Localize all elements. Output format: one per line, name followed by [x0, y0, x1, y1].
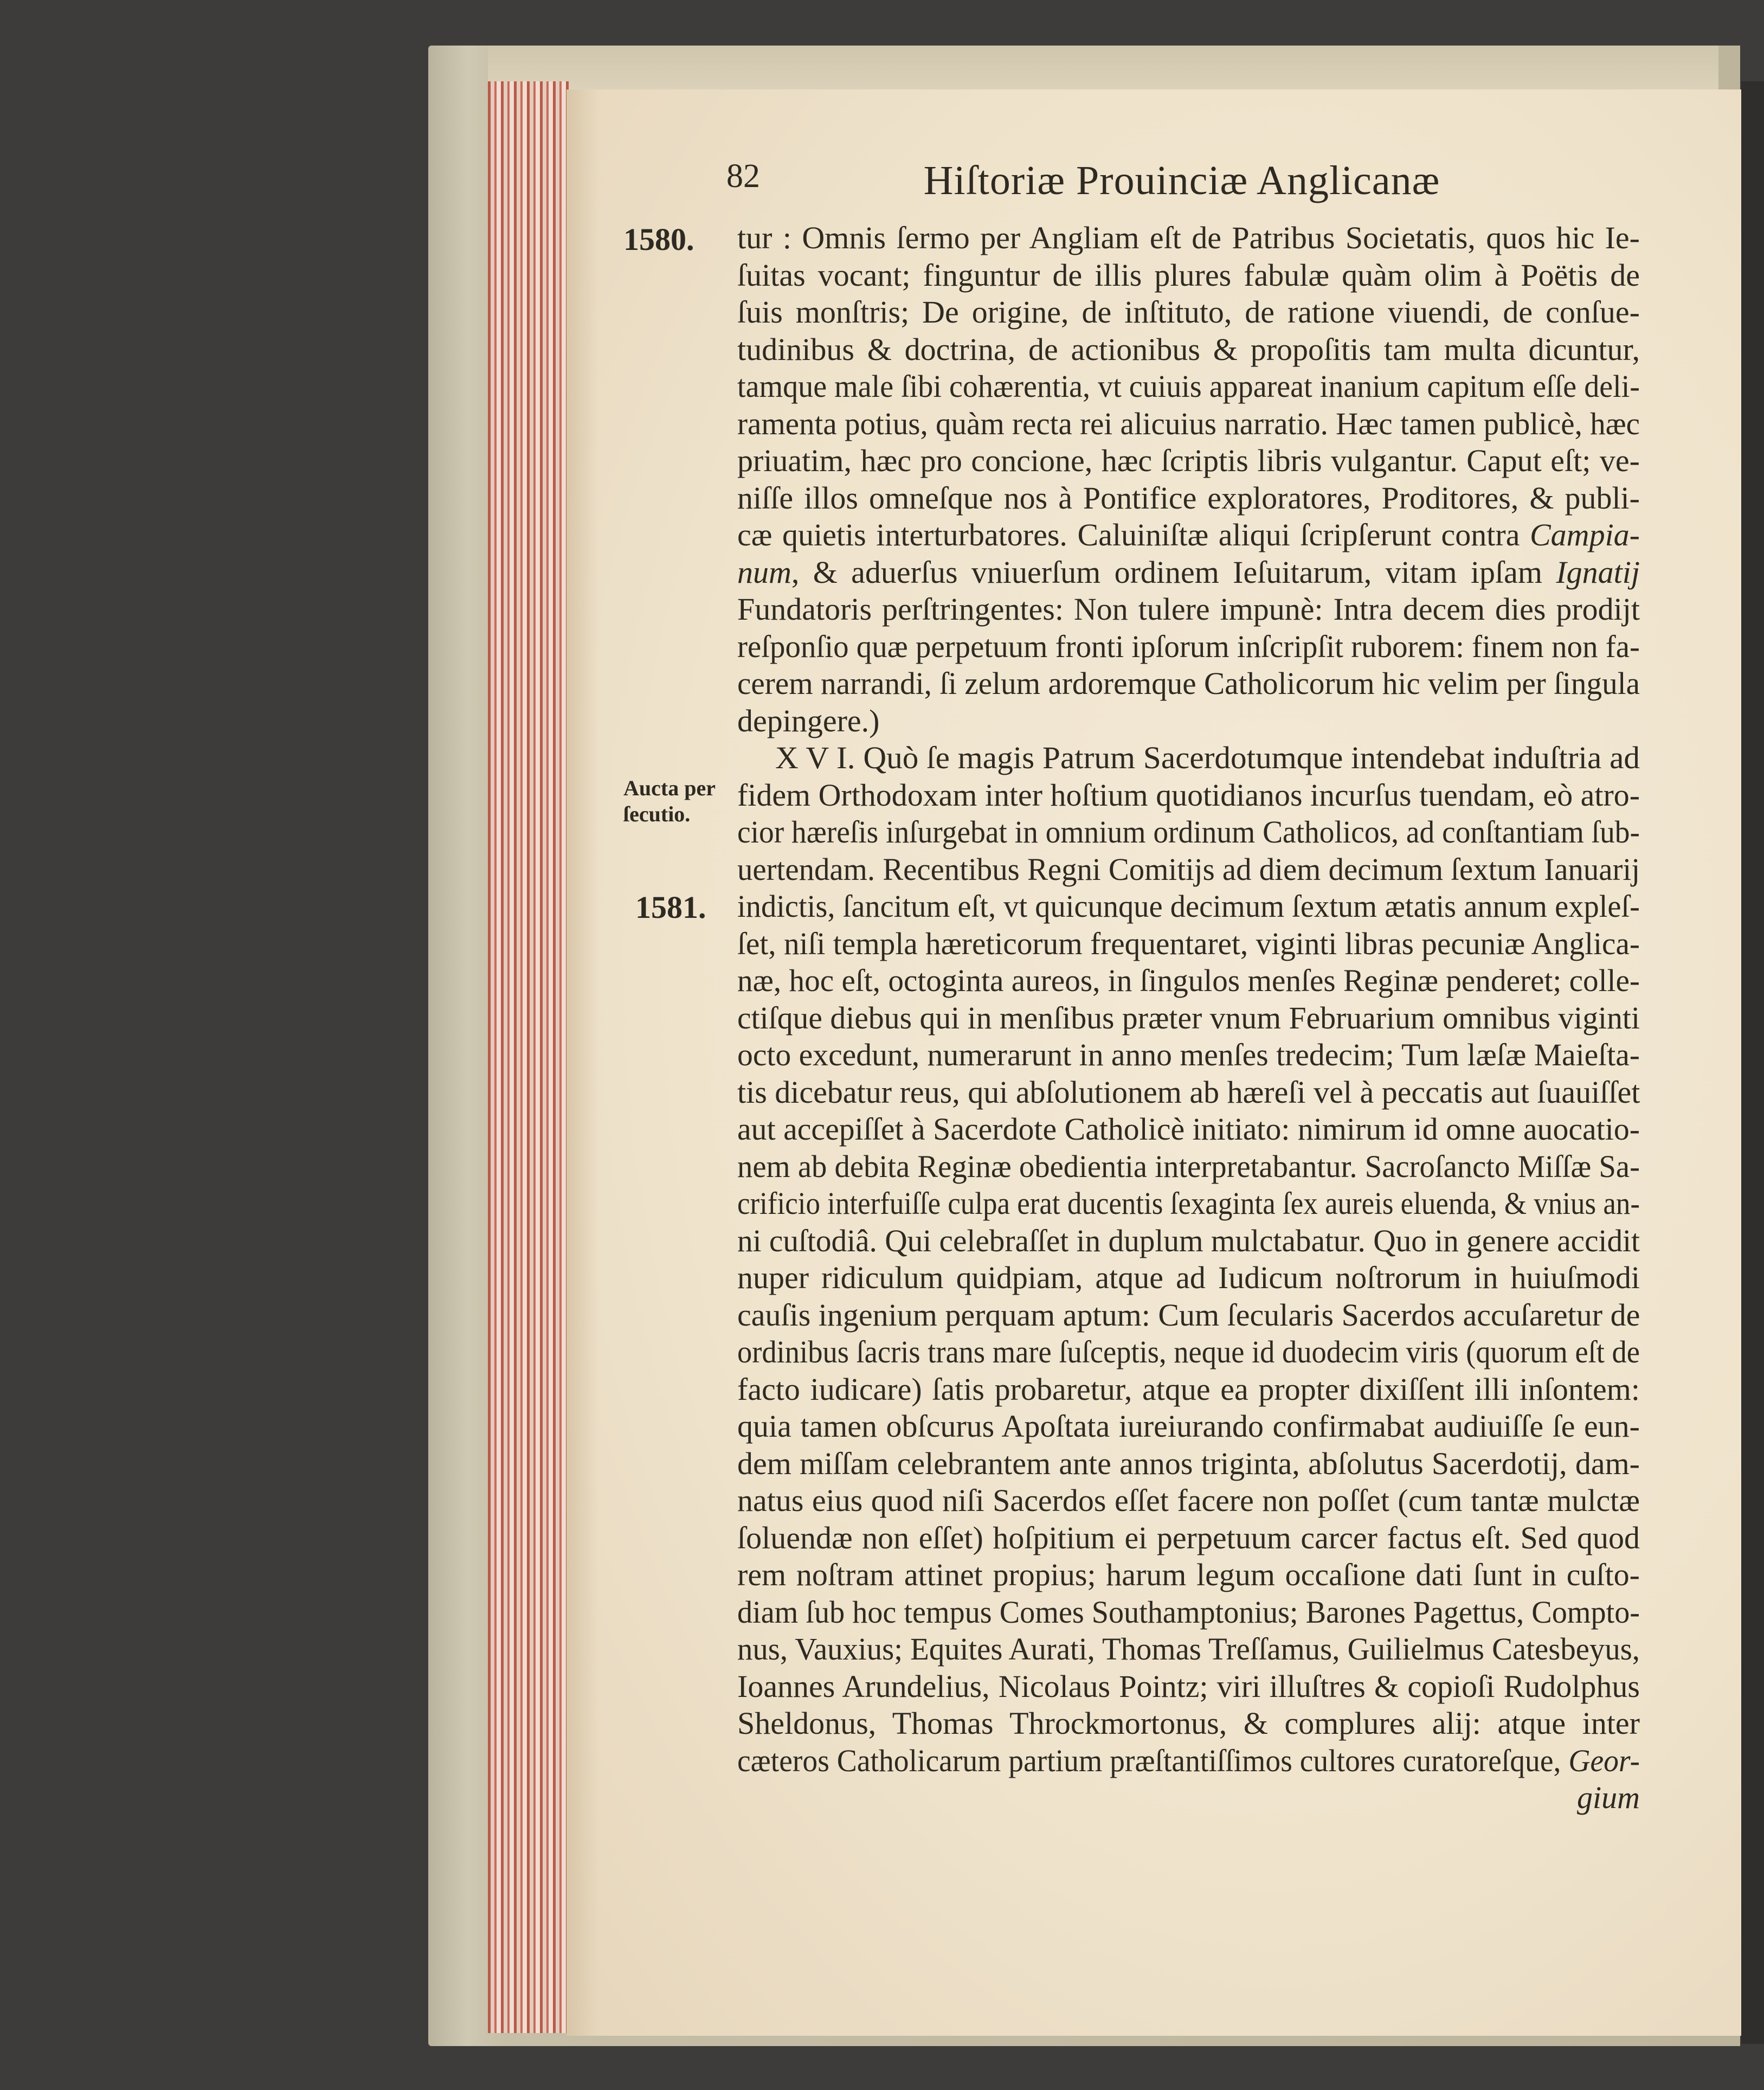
- line-fit: [737, 1223, 1640, 1260]
- line-text: nem ab debita Reginæ obedientia interpretabantur. Sacroſancto Miſſæ Sa-: [737, 1148, 1640, 1184]
- body-text: [737, 220, 1640, 1817]
- margin-year-1580: 1580.: [623, 222, 694, 257]
- text-line: [737, 814, 1640, 851]
- text-line: [737, 331, 1640, 369]
- line-fit: [737, 1148, 1640, 1186]
- line-text: indictis, ſancitum eſt, vt quicunque decimum ſextum ætatis annum expleſ-: [737, 889, 1640, 924]
- line-fit: [737, 1334, 1640, 1371]
- line-fit: [737, 406, 1640, 443]
- line-fit: [737, 1594, 1640, 1631]
- book-top-edge: [488, 46, 1718, 94]
- line-text: fidem Orthodoxam inter hoſtium quotidianos incurſus tuendam, eò atro-: [737, 777, 1640, 813]
- line-text: aut accepiſſet à Sacerdote Catholicè initiato: nimirum id omne auocatio-: [737, 1111, 1640, 1147]
- line-fit: [737, 1742, 1640, 1780]
- text-line: [737, 665, 1640, 703]
- line-fit: [737, 1037, 1640, 1074]
- line-text: rem noſtram attinet propius; harum legum occaſione dati ſunt in cuſto-: [737, 1557, 1640, 1592]
- line-text: ni cuſtodiâ. Qui celebraſſet in duplum mulctabatur. Quo in genere accidit: [737, 1223, 1640, 1258]
- margin-note-line2: ſecutio.: [623, 802, 691, 826]
- line-text: niſſe illos omneſque nos à Pontifice exploratores, Proditores, & publi-: [737, 480, 1640, 516]
- line-text: nus, Vauxius; Equites Aurati, Thomas Treſſamus, Guilielmus Catesbeyus,: [737, 1631, 1640, 1667]
- text-line: [737, 257, 1640, 294]
- line-fit: [737, 1000, 1640, 1037]
- line-text: octo excedunt, numerarunt in anno menſes tredecim; Tum læſæ Maieſta-: [737, 1037, 1640, 1072]
- line-text: cauſis ingenium perquam aptum: Cum ſecularis Sacerdos accuſaretur de: [737, 1297, 1640, 1333]
- line-text: diam ſub hoc tempus Comes Southamptonius; Barones Pagettus, Compto-: [737, 1594, 1640, 1630]
- page-header: [716, 157, 1648, 206]
- line-text: cæteros Catholicarum partium præſtantiſſimos cultores curatoreſque,: [737, 1742, 1569, 1778]
- line-text: Sheldonus, Thomas Throckmortonus, & complures alij: atque inter: [737, 1706, 1640, 1741]
- line-fit: [737, 368, 1640, 406]
- line-text: quia tamen obſcurus Apoſtata iureiurando confirmabat audiuiſſe ſe eun-: [737, 1409, 1640, 1444]
- italic-text: Ignatij: [1556, 554, 1640, 590]
- line-text: natus eius quod niſi Sacerdos eſſet facere non poſſet (cum tantæ mulctæ: [737, 1483, 1640, 1518]
- line-text: crificio interfuiſſe culpa erat ducentis ſexaginta ſex aureis eluenda, & vnius an-: [737, 1186, 1640, 1221]
- text-line: [737, 1074, 1640, 1111]
- text-line: [737, 1482, 1640, 1520]
- text-line: [737, 1111, 1640, 1148]
- text-line: [737, 1668, 1640, 1706]
- line-text: ſet, niſi templa hæreticorum frequentaret, viginti libras pecuniæ Anglica-: [737, 925, 1640, 961]
- line-text: tis dicebatur reus, qui abſolutionem ab hæreſi vel à peccatis aut ſuauiſſet: [737, 1074, 1640, 1110]
- line-text: nuper ridiculum quidpiam, atque ad Iudicum noſtrorum in huiuſmodi: [737, 1260, 1640, 1295]
- line-fit: [737, 665, 1640, 703]
- line-text: depingere.): [737, 703, 880, 738]
- line-text: tur : Omnis ſermo per Angliam eſt de Patribus Societatis, quos hic Ie-: [737, 220, 1640, 255]
- text-line: [737, 591, 1640, 628]
- line-text: tamque male ſibi cohærentia, vt cuiuis appareat inanium capitum eſſe deli-: [737, 369, 1640, 404]
- italic-text: Geor-: [1568, 1742, 1640, 1778]
- text-line: [737, 925, 1640, 963]
- text-line: [737, 480, 1640, 517]
- text-line: [737, 1148, 1640, 1186]
- line-text: Fundatoris perſtringentes: Non tulere impunè: Intra decem dies prodijt: [737, 591, 1640, 627]
- italic-text: Campia-: [1530, 517, 1640, 552]
- text-line: [737, 703, 1640, 740]
- line-text: , & aduerſus vniuerſum ordinem Ieſuitarum, vitam ipſam: [791, 554, 1556, 590]
- text-line: [737, 406, 1640, 443]
- line-fit: [737, 1111, 1640, 1148]
- page-number: 82: [726, 158, 760, 195]
- line-text: cerem narrandi, ſi zelum ardoremque Catholicorum hic velim per ſingula: [737, 666, 1640, 701]
- text-line: [737, 517, 1640, 554]
- line-text: tudinibus & doctrina, de actionibus & propoſitis tam multa dicuntur,: [737, 331, 1640, 367]
- text-line: [737, 1520, 1640, 1557]
- margin-note-line1: Aucta per: [623, 776, 716, 800]
- facing-page-edge: [1741, 81, 1764, 2044]
- text-line: [737, 1185, 1640, 1223]
- line-fit: [737, 888, 1640, 925]
- text-line: [737, 220, 1640, 257]
- line-text: ſuis monſtris; De origine, de inſtituto, de ratione viuendi, de conſue-: [737, 294, 1640, 330]
- line-fit: [737, 1185, 1640, 1223]
- line-text: priuatim, hæc pro concione, hæc ſcriptis libris vulgantur. Caput eſt; ve-: [737, 443, 1640, 478]
- text-line: [737, 1705, 1640, 1742]
- text-line: [737, 1557, 1640, 1594]
- text-line: [737, 294, 1640, 331]
- line-text: cior hæreſis inſurgebat in omnium ordinum Catholicos, ad conſtantiam ſub-: [737, 814, 1640, 850]
- text-line: [737, 1594, 1640, 1631]
- text-line: [737, 554, 1640, 591]
- line-text: reſponſio quæ perpetuum fronti ipſorum inſcripſit ruborem: finem non fa-: [737, 628, 1640, 664]
- text-line: [737, 739, 1640, 777]
- line-fit: [737, 628, 1640, 666]
- text-line: [737, 1259, 1640, 1297]
- line-text: X V I. Quò ſe magis Patrum Sacerdotumque intendebat induſtria ad: [775, 740, 1640, 775]
- text-line: [737, 1334, 1640, 1371]
- line-fit: [737, 962, 1640, 1000]
- text-line: [737, 1408, 1640, 1445]
- text-line: [737, 1223, 1640, 1260]
- text-line: [737, 962, 1640, 1000]
- line-text: uertendam. Recentibus Regni Comitijs ad diem decimum ſextum Ianuarij: [737, 851, 1640, 887]
- line-text: cæ quietis interturbatores. Caluiniſtæ aliqui ſcripſerunt contra: [737, 517, 1530, 552]
- italic-text: num: [737, 554, 791, 590]
- text-line: [737, 1297, 1640, 1334]
- line-fit: [737, 851, 1640, 889]
- line-text: ordinibus ſacris trans mare ſuſceptis, neque id duodecim viris (quorum eſt de: [737, 1334, 1640, 1369]
- text-line: [737, 1445, 1640, 1483]
- line-text: facto iudicare) ſatis probaretur, atque ea propter dixiſſent illi inſontem:: [737, 1371, 1640, 1407]
- text-line: [737, 851, 1640, 889]
- text-line: [737, 628, 1640, 666]
- line-fit: [737, 814, 1640, 851]
- text-line: [737, 777, 1640, 814]
- running-title: Hiſtoriæ Prouinciæ Anglicanæ: [923, 158, 1440, 203]
- text-line: [737, 368, 1640, 406]
- line-text: ramenta potius, quàm recta rei alicuius narratio. Hæc tamen publicè, hæc: [737, 406, 1640, 441]
- line-text: Ioannes Arundelius, Nicolaus Pointz; viri illuſtres & copioſi Rudolphus: [737, 1668, 1640, 1704]
- text-line: [737, 1371, 1640, 1409]
- page-gutter-shadow: [566, 89, 599, 2036]
- line-text: næ, hoc eſt, octoginta aureos, in ſingulos menſes Reginæ penderet; colle-: [737, 963, 1640, 998]
- text-line: [737, 1742, 1640, 1780]
- page-edges: [488, 81, 569, 2033]
- line-text: dem miſſam celebrantem ante annos triginta, abſolutus Sacerdotij, dam-: [737, 1445, 1640, 1481]
- line-fit: [737, 1631, 1640, 1668]
- line-fit: [737, 925, 1640, 963]
- line-fit: [737, 777, 1640, 814]
- line-fit: [775, 739, 1640, 777]
- text-line: [737, 1779, 1640, 1817]
- line-text: ctiſque diebus qui in menſibus præter vnum Februarium omnibus viginti: [737, 1000, 1640, 1036]
- text-line: [737, 442, 1640, 480]
- italic-text: gium: [1577, 1780, 1640, 1815]
- text-line: [737, 888, 1640, 925]
- text-line: [737, 1037, 1640, 1074]
- line-text: ſoluendæ non eſſet) hoſpitium ei perpetuum carcer factus eſt. Sed quod: [737, 1520, 1640, 1555]
- margin-note: [623, 775, 716, 827]
- margin-year-1581: 1581.: [635, 890, 706, 925]
- text-line: [737, 1000, 1640, 1037]
- line-text: ſuitas vocant; finguntur de illis plures fabulæ quàm olim à Poëtis de: [737, 257, 1640, 293]
- text-line: [737, 1631, 1640, 1668]
